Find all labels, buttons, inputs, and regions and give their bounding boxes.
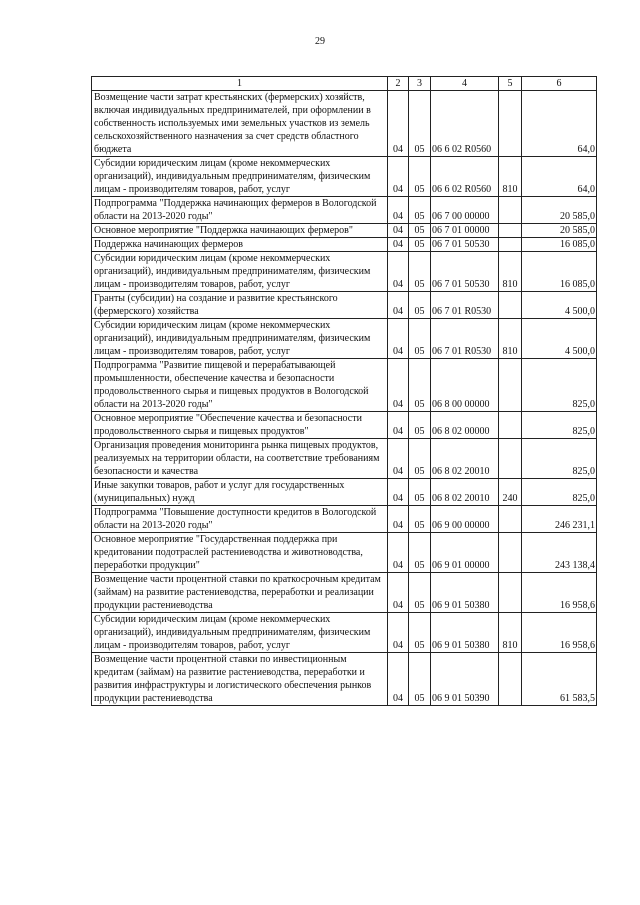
row-amount: 825,0 (522, 359, 597, 412)
row-section: 04 (388, 479, 409, 506)
row-subsection: 05 (409, 359, 431, 412)
row-target-code: 06 7 01 50530 (431, 238, 499, 252)
row-amount: 825,0 (522, 439, 597, 479)
row-subsection: 05 (409, 613, 431, 653)
row-target-code: 06 8 02 20010 (431, 439, 499, 479)
row-expense-type: 810 (499, 157, 522, 197)
row-subsection: 05 (409, 224, 431, 238)
row-subsection: 05 (409, 412, 431, 439)
row-subsection: 05 (409, 252, 431, 292)
table-row (92, 439, 597, 479)
table-body (92, 91, 597, 706)
row-expense-type (499, 653, 522, 706)
header-col-5: 5 (499, 77, 522, 91)
row-amount: 16 085,0 (522, 238, 597, 252)
row-expense-type (499, 439, 522, 479)
row-section: 04 (388, 613, 409, 653)
table-row (92, 157, 597, 197)
row-expense-type: 810 (499, 319, 522, 359)
row-amount: 61 583,5 (522, 653, 597, 706)
row-section: 04 (388, 573, 409, 613)
row-amount: 64,0 (522, 91, 597, 157)
table-row (92, 506, 597, 533)
row-name: Основное мероприятие "Обеспечение качества и безопасности продовольственного сырья и пищевых продуктов" (92, 412, 388, 439)
row-target-code: 06 7 00 00000 (431, 197, 499, 224)
table-row (92, 252, 597, 292)
row-section: 04 (388, 506, 409, 533)
row-subsection: 05 (409, 157, 431, 197)
row-name: Возмещение части процентной ставки по инвестиционным кредитам (займам) на развитие растениеводства, переработки и развития инфраструктуры и логистического обеспечения рынков продукции растениеводства (92, 653, 388, 706)
row-subsection: 05 (409, 197, 431, 224)
row-name: Подпрограмма "Поддержка начинающих фермеров в Вологодской области на 2013-2020 годы" (92, 197, 388, 224)
row-section: 04 (388, 238, 409, 252)
row-name: Иные закупки товаров, работ и услуг для государственных (муниципальных) нужд (92, 479, 388, 506)
table-row (92, 359, 597, 412)
row-expense-type (499, 533, 522, 573)
row-section: 04 (388, 91, 409, 157)
row-subsection: 05 (409, 653, 431, 706)
row-target-code: 06 7 01 R0530 (431, 292, 499, 319)
row-expense-type: 810 (499, 252, 522, 292)
row-expense-type (499, 224, 522, 238)
row-expense-type (499, 197, 522, 224)
row-name: Основное мероприятие "Поддержка начинающих фермеров" (92, 224, 388, 238)
row-name: Возмещение части затрат крестьянских (фермерских) хозяйств, включая индивидуальных предпринимателей, при оформлении в собственность используемых ими земельных участков из земель сельскохозяйственного назначения за счет средств областного бюджета (92, 91, 388, 157)
header-col-2: 2 (388, 77, 409, 91)
table-row (92, 319, 597, 359)
table-row (92, 238, 597, 252)
row-target-code: 06 8 02 20010 (431, 479, 499, 506)
row-amount: 16 085,0 (522, 252, 597, 292)
row-amount: 246 231,1 (522, 506, 597, 533)
row-section: 04 (388, 252, 409, 292)
row-subsection: 05 (409, 533, 431, 573)
row-amount: 825,0 (522, 412, 597, 439)
row-target-code: 06 9 01 50380 (431, 573, 499, 613)
row-amount: 4 500,0 (522, 319, 597, 359)
row-section: 04 (388, 224, 409, 238)
row-section: 04 (388, 359, 409, 412)
row-section: 04 (388, 319, 409, 359)
row-section: 04 (388, 653, 409, 706)
row-subsection: 05 (409, 91, 431, 157)
row-subsection: 05 (409, 292, 431, 319)
row-expense-type: 240 (499, 479, 522, 506)
row-name: Подпрограмма "Развитие пищевой и перерабатывающей промышленности, обеспечение качества и безопасности продовольственного сырья и пищевых продуктов в Вологодской области на 2013-2020 годы" (92, 359, 388, 412)
table-row (92, 197, 597, 224)
table-row (92, 533, 597, 573)
row-target-code: 06 6 02 R0560 (431, 91, 499, 157)
row-expense-type (499, 238, 522, 252)
row-amount: 16 958,6 (522, 573, 597, 613)
row-target-code: 06 7 01 00000 (431, 224, 499, 238)
row-target-code: 06 7 01 50530 (431, 252, 499, 292)
row-target-code: 06 9 01 00000 (431, 533, 499, 573)
row-subsection: 05 (409, 506, 431, 533)
header-row (92, 77, 597, 91)
row-expense-type (499, 573, 522, 613)
table-row (92, 224, 597, 238)
row-section: 04 (388, 292, 409, 319)
row-target-code: 06 7 01 R0530 (431, 319, 499, 359)
row-name: Гранты (субсидии) на создание и развитие крестьянского (фермерского) хозяйства (92, 292, 388, 319)
row-section: 04 (388, 439, 409, 479)
row-amount: 20 585,0 (522, 224, 597, 238)
row-name: Субсидии юридическим лицам (кроме некоммерческих организаций), индивидуальным предпринимателям, физическим лицам - производителям товаров, работ, услуг (92, 157, 388, 197)
row-target-code: 06 8 00 00000 (431, 359, 499, 412)
row-subsection: 05 (409, 479, 431, 506)
row-amount: 16 958,6 (522, 613, 597, 653)
table-row (92, 292, 597, 319)
row-name: Основное мероприятие "Государственная поддержка при кредитовании подотраслей растениеводства и животноводства, переработки продукции" (92, 533, 388, 573)
row-name: Подпрограмма "Повышение доступности кредитов в Вологодской области на 2013-2020 годы" (92, 506, 388, 533)
row-amount: 20 585,0 (522, 197, 597, 224)
row-subsection: 05 (409, 439, 431, 479)
table-row (92, 479, 597, 506)
row-name: Субсидии юридическим лицам (кроме некоммерческих организаций), индивидуальным предпринимателям, физическим лицам - производителям товаров, работ, услуг (92, 252, 388, 292)
row-name: Организация проведения мониторинга рынка пищевых продуктов, реализуемых на территории области, на соответствие требованиям безопасности и качества (92, 439, 388, 479)
row-section: 04 (388, 157, 409, 197)
table-row (92, 91, 597, 157)
table-header (92, 77, 597, 91)
row-target-code: 06 8 02 00000 (431, 412, 499, 439)
row-amount: 243 138,4 (522, 533, 597, 573)
row-expense-type (499, 91, 522, 157)
row-subsection: 05 (409, 319, 431, 359)
row-expense-type (499, 292, 522, 319)
row-section: 04 (388, 533, 409, 573)
row-name: Поддержка начинающих фермеров (92, 238, 388, 252)
budget-table (91, 76, 597, 706)
row-amount: 4 500,0 (522, 292, 597, 319)
row-target-code: 06 9 01 50390 (431, 653, 499, 706)
table-row (92, 653, 597, 706)
row-expense-type: 810 (499, 613, 522, 653)
row-section: 04 (388, 412, 409, 439)
table-row (92, 573, 597, 613)
row-target-code: 06 6 02 R0560 (431, 157, 499, 197)
row-amount: 825,0 (522, 479, 597, 506)
table-row (92, 613, 597, 653)
row-name: Субсидии юридическим лицам (кроме некоммерческих организаций), индивидуальным предпринимателям, физическим лицам - производителям товаров, работ, услуг (92, 319, 388, 359)
header-col-4: 4 (431, 77, 499, 91)
page-number: 29 (315, 36, 325, 47)
row-target-code: 06 9 01 50380 (431, 613, 499, 653)
table-row (92, 412, 597, 439)
row-amount: 64,0 (522, 157, 597, 197)
row-expense-type (499, 359, 522, 412)
row-target-code: 06 9 00 00000 (431, 506, 499, 533)
row-name: Субсидии юридическим лицам (кроме некоммерческих организаций), индивидуальным предпринимателям, физическим лицам - производителям товаров, работ, услуг (92, 613, 388, 653)
row-expense-type (499, 412, 522, 439)
row-section: 04 (388, 197, 409, 224)
header-col-6: 6 (522, 77, 597, 91)
row-subsection: 05 (409, 238, 431, 252)
header-col-3: 3 (409, 77, 431, 91)
row-expense-type (499, 506, 522, 533)
row-name: Возмещение части процентной ставки по краткосрочным кредитам (займам) на развитие растениеводства, переработки и реализации продукции растениеводства (92, 573, 388, 613)
row-subsection: 05 (409, 573, 431, 613)
header-col-1: 1 (92, 77, 388, 91)
